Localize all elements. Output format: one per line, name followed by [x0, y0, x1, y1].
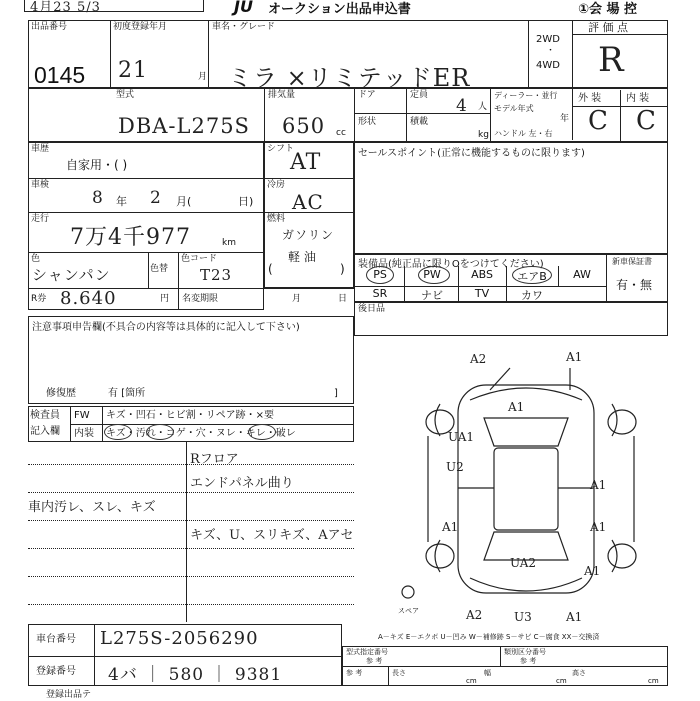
recycle-label: R券 [31, 294, 47, 304]
equip-aw: AW [573, 268, 591, 281]
reg-label: 初度登録年月 [113, 22, 168, 32]
damage-mark: A1 [590, 478, 607, 492]
score-value: R [598, 40, 625, 80]
disp-unit: cc [336, 128, 346, 138]
mileage-unit: km [222, 238, 236, 248]
repair-value: 有 [箇所 [108, 388, 146, 399]
disp-label: 排気量 [268, 90, 296, 100]
int-tag: 内装 [74, 428, 94, 439]
spare-label: スペア [398, 607, 419, 615]
divider [28, 212, 264, 213]
reg-year: 21 [118, 58, 148, 83]
transfer-label: 名変期限 [182, 294, 219, 304]
circle-mark [512, 266, 552, 284]
damage-mark: UA2 [510, 556, 537, 570]
divider [342, 666, 668, 667]
rear-right-wheel [608, 544, 636, 568]
equip-ps: PS [373, 268, 387, 281]
chassis-label: 車台番号 [36, 634, 76, 645]
shape-label: 形状 [358, 117, 377, 127]
divider [354, 88, 355, 142]
car-name: ミラ ×リミテッドER [228, 64, 471, 92]
equip-abs: ABS [471, 268, 493, 281]
rear-bumper-line [470, 578, 582, 591]
divider [178, 252, 179, 288]
footer-text: 登録出品テ [46, 690, 92, 700]
equip-sr: SR [372, 287, 388, 300]
divider [208, 20, 209, 88]
later-label: 後日品 [358, 304, 386, 314]
fuel-label: 燃料 [267, 214, 286, 224]
ac-label: 冷房 [267, 180, 286, 190]
fuel-option: 軽 油 [288, 250, 316, 264]
logo: JU [234, 0, 253, 16]
warranty-value: 有・無 [616, 278, 653, 292]
inspect-month-unit: 月( [176, 195, 192, 208]
divider [500, 646, 501, 666]
color-no-label: 色替 [150, 264, 169, 274]
plate-value: 4バ ｜ 580 ｜ 9381 [108, 665, 283, 685]
divider [148, 252, 149, 288]
damage-mark: A1 [566, 350, 583, 364]
car-diagram [400, 360, 660, 620]
divider [264, 178, 354, 179]
damage-mark: A2 [470, 352, 487, 366]
drive-4wd: 4WD [536, 60, 560, 71]
front-bumper-line [470, 388, 582, 400]
fuel-paren-close: ) [340, 262, 345, 276]
usage-label: 車歴 [31, 144, 50, 154]
shift-value: AT [290, 150, 322, 175]
inspect-year-unit: 年 [116, 195, 127, 208]
int-label: 内 装 [626, 93, 650, 104]
load-label: 積載 [410, 117, 429, 127]
cap-value: 4 [456, 96, 468, 116]
handle-label: ハンドル 左・右 [494, 129, 553, 138]
divider [94, 624, 95, 686]
sales-label: セールスポイント(正常に機能するものに限ります) [358, 148, 585, 159]
lot-number: 0145 [34, 62, 86, 88]
category-label: 類別区分番号 [504, 648, 546, 656]
circle-mark [104, 424, 132, 440]
rule-line [28, 604, 354, 605]
spare-tire [402, 586, 414, 598]
inspector-label-2: 記入欄 [30, 426, 60, 437]
circle-mark [146, 424, 174, 440]
repair-label: 修復歴 [46, 388, 76, 399]
plate-label: 登録番号 [36, 666, 76, 677]
circle-mark [248, 424, 276, 440]
damage-mark: U2 [446, 460, 464, 474]
damage-mark: A1 [508, 400, 525, 414]
recycle-unit: 円 [160, 294, 170, 304]
reg-month-unit: 月 [198, 72, 208, 82]
later-frame [354, 302, 668, 336]
fw-items: キズ・凹石・ヒビ割・リペア跡・×要 [106, 410, 274, 421]
equip-pw: PW [423, 268, 441, 281]
designation-ref: 参 考 [366, 657, 383, 665]
mileage-label: 走行 [31, 214, 50, 224]
score-label: 評 価 点 [588, 21, 628, 34]
model-value: DBA-L275S [118, 114, 250, 138]
length-label: 長さ [392, 669, 406, 677]
divider [528, 20, 529, 88]
divider [354, 113, 406, 114]
name-label: 車名・グレード [212, 22, 276, 32]
equip-airbag: エアB [517, 270, 547, 283]
equip-leather: カワ [521, 289, 543, 302]
divider [110, 20, 111, 88]
damage-mark: A1 [566, 610, 583, 624]
ref-label: 参 考 [346, 669, 363, 677]
divider [620, 90, 621, 142]
divider [28, 178, 264, 179]
height-label: 高さ [572, 669, 586, 677]
divider [186, 442, 187, 622]
equipment-label: 装備品(純正品に限りOをつけてください) [358, 259, 544, 270]
mileage-value: 7万4千977 [70, 225, 191, 250]
damage-mark: UA1 [448, 430, 475, 444]
inspect-year: 8 [92, 188, 104, 208]
roof [494, 448, 558, 530]
color-code-value: T23 [200, 266, 233, 284]
color-code-label: 色コード [181, 254, 218, 264]
top-handwritten-date: 4月23 5/3 [30, 0, 101, 15]
divider [606, 254, 607, 302]
circle-mark [418, 266, 450, 284]
disp-value: 650 [282, 114, 326, 138]
front-right-wheel [608, 410, 636, 434]
handwritten-note-2: エンドパネル曲り [190, 476, 294, 491]
divider [406, 113, 490, 114]
front-left-fender [435, 404, 440, 436]
notes-label: 注意事項申告欄(不具合の内容等は具体的に記入して下さい) [32, 322, 300, 333]
circle-mark [366, 266, 394, 284]
copy-label: ①会 場 控 [578, 2, 638, 17]
warranty-label: 新車保証書 [612, 257, 652, 266]
width-label: 幅 [484, 669, 491, 677]
handwritten-note-left: 車内汚レ、スレ、キズ [28, 500, 156, 515]
door-label: ドア [358, 90, 376, 100]
designation-label: 型式指定番号 [346, 648, 388, 656]
rule-line [28, 520, 354, 521]
rear-left-wheel [426, 544, 454, 568]
damage-mark: A2 [466, 608, 483, 622]
height-unit: cm [648, 677, 659, 685]
dealer-label: ディーラー・並行 [494, 91, 558, 100]
model-year-label: モデル年式 [494, 104, 534, 113]
rule-line [28, 548, 354, 549]
category-ref: 参 考 [520, 657, 537, 665]
ac-value: AC [292, 190, 324, 214]
width-unit: cm [556, 677, 567, 685]
divider [558, 266, 559, 286]
shift-label: シフト [267, 144, 295, 154]
model-year-unit: 年 [560, 114, 570, 124]
divider [388, 666, 389, 686]
ext-label: 外 装 [578, 93, 602, 104]
fw-tag: FW [74, 410, 90, 421]
length-unit: cm [466, 677, 477, 685]
transfer-day: 日 [338, 294, 348, 304]
lot-label: 出品番号 [31, 22, 68, 32]
divider [28, 656, 342, 657]
divider [178, 288, 179, 310]
model-label: 型式 [116, 90, 135, 100]
divider [458, 266, 459, 302]
top-date-box [24, 0, 204, 12]
recycle-value: 8.640 [60, 288, 117, 309]
damage-mark: A1 [442, 520, 459, 534]
windshield [484, 418, 568, 446]
divider [490, 88, 491, 142]
handwritten-note-1: Rフロア [190, 452, 239, 467]
load-unit: kg [478, 130, 489, 140]
damage-mark: A1 [590, 520, 607, 534]
divider [406, 88, 407, 142]
transfer-month: 月 [292, 294, 302, 304]
usage-value: 自家用・( ) [66, 158, 128, 172]
int-value: C [636, 106, 657, 136]
int-items: キズ・汚れ・コゲ・穴・ヌレ・キレ・破レ [106, 428, 296, 439]
rule-line [28, 576, 354, 577]
inspect-day-unit: 日) [238, 195, 254, 208]
ext-value: C [588, 106, 609, 136]
drive-2wd: 2WD [536, 34, 560, 45]
equip-navi: ナビ [421, 289, 443, 302]
color-label: 色 [31, 254, 41, 264]
divider [404, 266, 405, 302]
equip-tv: TV [474, 287, 490, 300]
cap-label: 定員 [410, 90, 429, 100]
divider [572, 34, 668, 35]
fuel-value: ガソリン [282, 228, 335, 242]
handwritten-note-3: キズ、U、スリキズ、Aアセ [190, 528, 354, 543]
repair-close: ] [334, 388, 338, 399]
fuel-paren-open: ( [268, 262, 273, 276]
inspector-label-1: 検査員 [30, 410, 60, 421]
form-title: オークション出品申込書 [268, 2, 411, 17]
inspect-label: 車検 [31, 180, 50, 190]
inspect-month: 2 [150, 188, 162, 208]
damage-mark: A1 [584, 564, 601, 578]
cap-unit: 人 [478, 102, 488, 112]
chassis-value: L275S-2056290 [100, 628, 259, 649]
divider [102, 406, 103, 442]
drive-dot: ・ [546, 46, 556, 56]
divider [264, 212, 354, 213]
divider [506, 266, 507, 302]
divider [28, 252, 264, 253]
divider [264, 88, 265, 142]
color-value: シャンパン [32, 266, 111, 284]
damage-mark: U3 [514, 610, 532, 624]
rule-line [28, 492, 354, 493]
diagram-legend: A－キズ E－エクボ U－凹み W－補修跡 S－サビ C－腐食 XX－交換済 [378, 633, 600, 641]
